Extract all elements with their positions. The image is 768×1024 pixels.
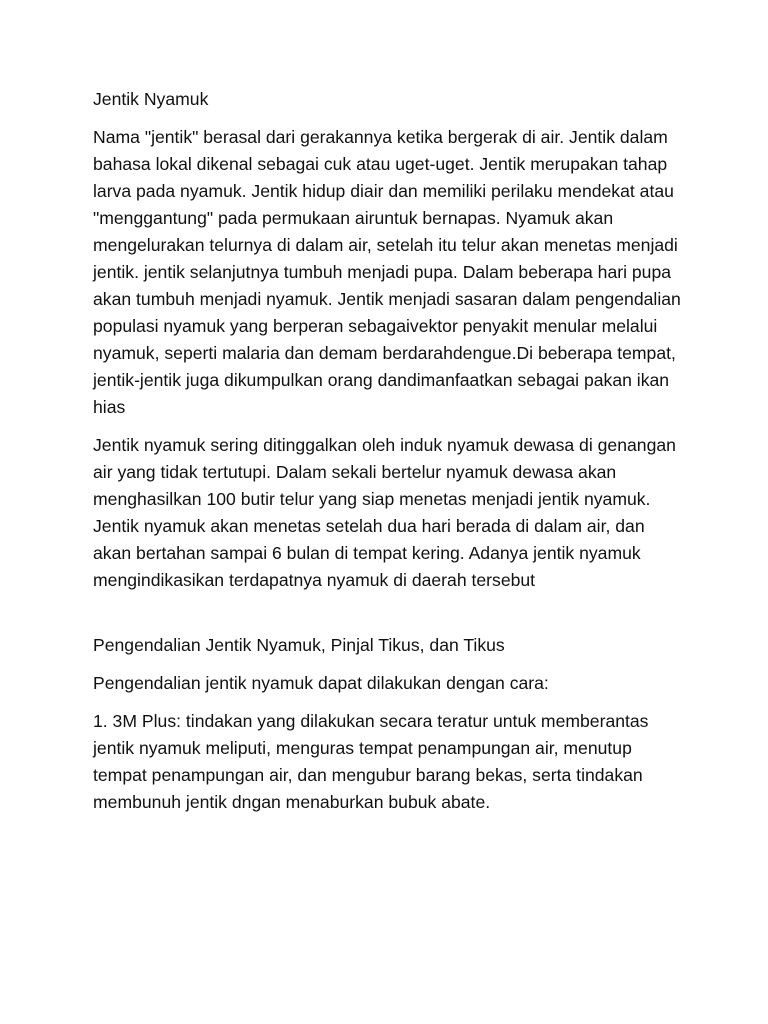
paragraph-3m-plus: 1. 3M Plus: tindakan yang dilakukan secara teratur untuk memberantas jentik nyamuk meliputi, menguras tempat penampungan air, menutup tempat penampungan air, dan mengubur barang bekas, serta tindakan membunuh jentik dngan menaburkan bubuk abate.: [93, 711, 649, 812]
paragraph-spacer: [93, 605, 683, 632]
document-title: Jentik Nyamuk: [93, 89, 209, 109]
paragraph-control-intro: Pengendalian jentik nyamuk dapat dilakukan dengan cara:: [93, 673, 549, 693]
document-body: [93, 86, 683, 827]
section-heading: Pengendalian Jentik Nyamuk, Pinjal Tikus, dan Tikus: [93, 635, 505, 655]
paragraph-life-cycle: Jentik nyamuk sering ditinggalkan oleh induk nyamuk dewasa di genangan air yang tidak tertutupi. Dalam sekali bertelur nyamuk dewasa akan menghasilkan 100 butir telur yang siap menetas menjadi jentik nyamuk. Jentik nyamuk akan menetas setelah dua hari berada di dalam air, dan akan bertahan sampai 6 bulan di tempat kering. Adanya jentik nyamuk mengindikasikan terdapatnya nyamuk di daerah tersebut: [93, 435, 676, 590]
paragraph-definition: Nama "jentik" berasal dari gerakannya ketika bergerak di air. Jentik dalam bahasa lokal dikenal sebagai cuk atau uget-uget. Jentik merupakan tahap larva pada nyamuk. Jentik hidup diair dan memiliki perilaku mendekat atau "menggantung" pada permukaan airuntuk bernapas. Nyamuk akan mengelurakan telurnya di dalam air, setelah itu telur akan menetas menjadi jentik. jentik selanjutnya tumbuh menjadi pupa. Dalam beberapa hari pupa akan tumbuh menjadi nyamuk. Jentik menjadi sasaran dalam pengendalian populasi nyamuk yang berperan sebagaivektor penyakit menular melalui nyamuk, seperti malaria dan demam berdarahdengue.Di beberapa tempat, jentik-jentik juga dikumpulkan orang dandimanfaatkan sebagai pakan ikan hias: [93, 127, 681, 417]
